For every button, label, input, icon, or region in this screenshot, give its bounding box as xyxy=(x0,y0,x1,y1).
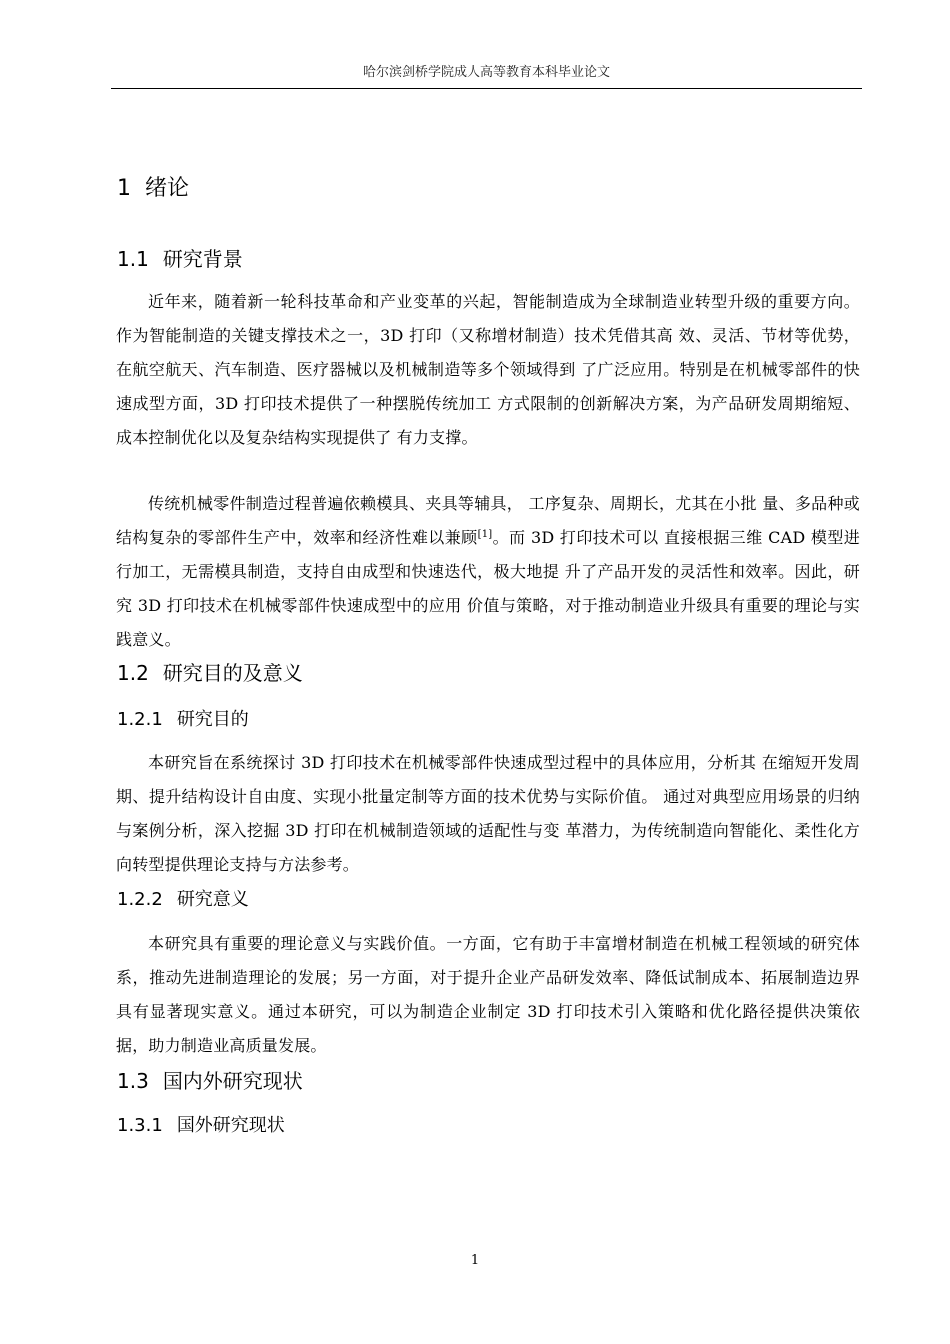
section-title: 研究背景 xyxy=(162,247,243,271)
citation-reference: [1] xyxy=(477,529,493,540)
section-title: 国内外研究现状 xyxy=(162,1069,303,1093)
section-number: 1.2 xyxy=(117,661,149,685)
subsection-number: 1.2.1 xyxy=(117,709,163,730)
paragraph-background-2 xyxy=(116,487,860,657)
paragraph-background-1: 近年来，随着新一轮科技革命和产业变革的兴起，智能制造成为全球制造业转型升级的重要方向。作为智能制造的关键支撑技术之一，3D 打印（又称增材制造）技术凭借其高 效、灵活、节材等优势，在航空航天、汽车制造、医疗器械以及机械制造等多个领域得到 了广泛应用。特别是在机械零部件的快速成型方面，3D 打印技术提供了一种摆脱传统加工 方式限制的创新解决方案，为产品研发周期缩短、成本控制优化以及复杂结构实现提供了 有力支撑。 xyxy=(116,292,860,447)
section-title: 研究目的及意义 xyxy=(162,661,303,685)
paragraph-text: 传统机械零件制造过程普遍依赖模具、夹具等辅具， 工序复杂、周期长，尤其在小批 量、多品种或结构复杂的零部件生产中，效率和经济性难以兼顾 xyxy=(116,494,860,547)
subsection-title: 研究意义 xyxy=(176,889,249,910)
subsection-title: 国外研究现状 xyxy=(176,1115,285,1136)
page-header: 哈尔滨剑桥学院成人高等教育本科毕业论文 xyxy=(362,65,610,80)
subsection-heading-1-2-1 xyxy=(117,707,249,733)
subsection-number: 1.2.2 xyxy=(117,889,163,910)
page-number: 1 xyxy=(470,1253,480,1268)
section-heading-1-3 xyxy=(117,1067,303,1095)
section-number: 1.3 xyxy=(117,1069,149,1093)
subsection-title: 研究目的 xyxy=(176,709,249,730)
section-number: 1.1 xyxy=(117,247,149,271)
paragraph-significance: 本研究具有重要的理论意义与实践价值。一方面，它有助于丰富增材制造在机械工程领域的研究体系，推动先进制造理论的发展；另一方面，对于提升企业产品研发效率、降低试制成本、拓展制造边界具有显著现实意义。通过本研究，可以为制造企业制定 3D 打印技术引入策略和优化路径提供决策依据，助力制造业高质量发展。 xyxy=(116,934,860,1055)
header-rule xyxy=(111,88,862,89)
chapter-number: 1 xyxy=(117,176,131,201)
subsection-heading-1-2-2 xyxy=(117,887,249,913)
chapter-title: 绪论 xyxy=(145,176,190,201)
subsection-number: 1.3.1 xyxy=(117,1115,163,1136)
section-heading-1-1 xyxy=(117,245,243,273)
subsection-heading-1-3-1 xyxy=(117,1113,285,1139)
chapter-heading xyxy=(117,174,189,204)
paragraph-purpose: 本研究旨在系统探讨 3D 打印技术在机械零部件快速成型过程中的具体应用，分析其 在缩短开发周期、提升结构设计自由度、实现小批量定制等方面的技术优势与实际价值。 通过对典型应用场景的归纳与案例分析，深入挖掘 3D 打印在机械制造领域的适配性与变 革潜力，为传统制造向智能化、柔性化方向转型提供理论支持与方法参考。 xyxy=(116,753,860,874)
paragraph-text: 。而 3D 打印技术可以 直接根据三维 CAD 模型进行加工，无需模具制造，支持自由成型和快速迭代，极大地提 升了产品开发的灵活性和效率。因此，研究 3D 打印技术在机械零部件快速成型中的应用 价值与策略，对于推动制造业升级具有重要的理论与实践意义。 xyxy=(116,528,861,649)
section-heading-1-2 xyxy=(117,659,303,687)
